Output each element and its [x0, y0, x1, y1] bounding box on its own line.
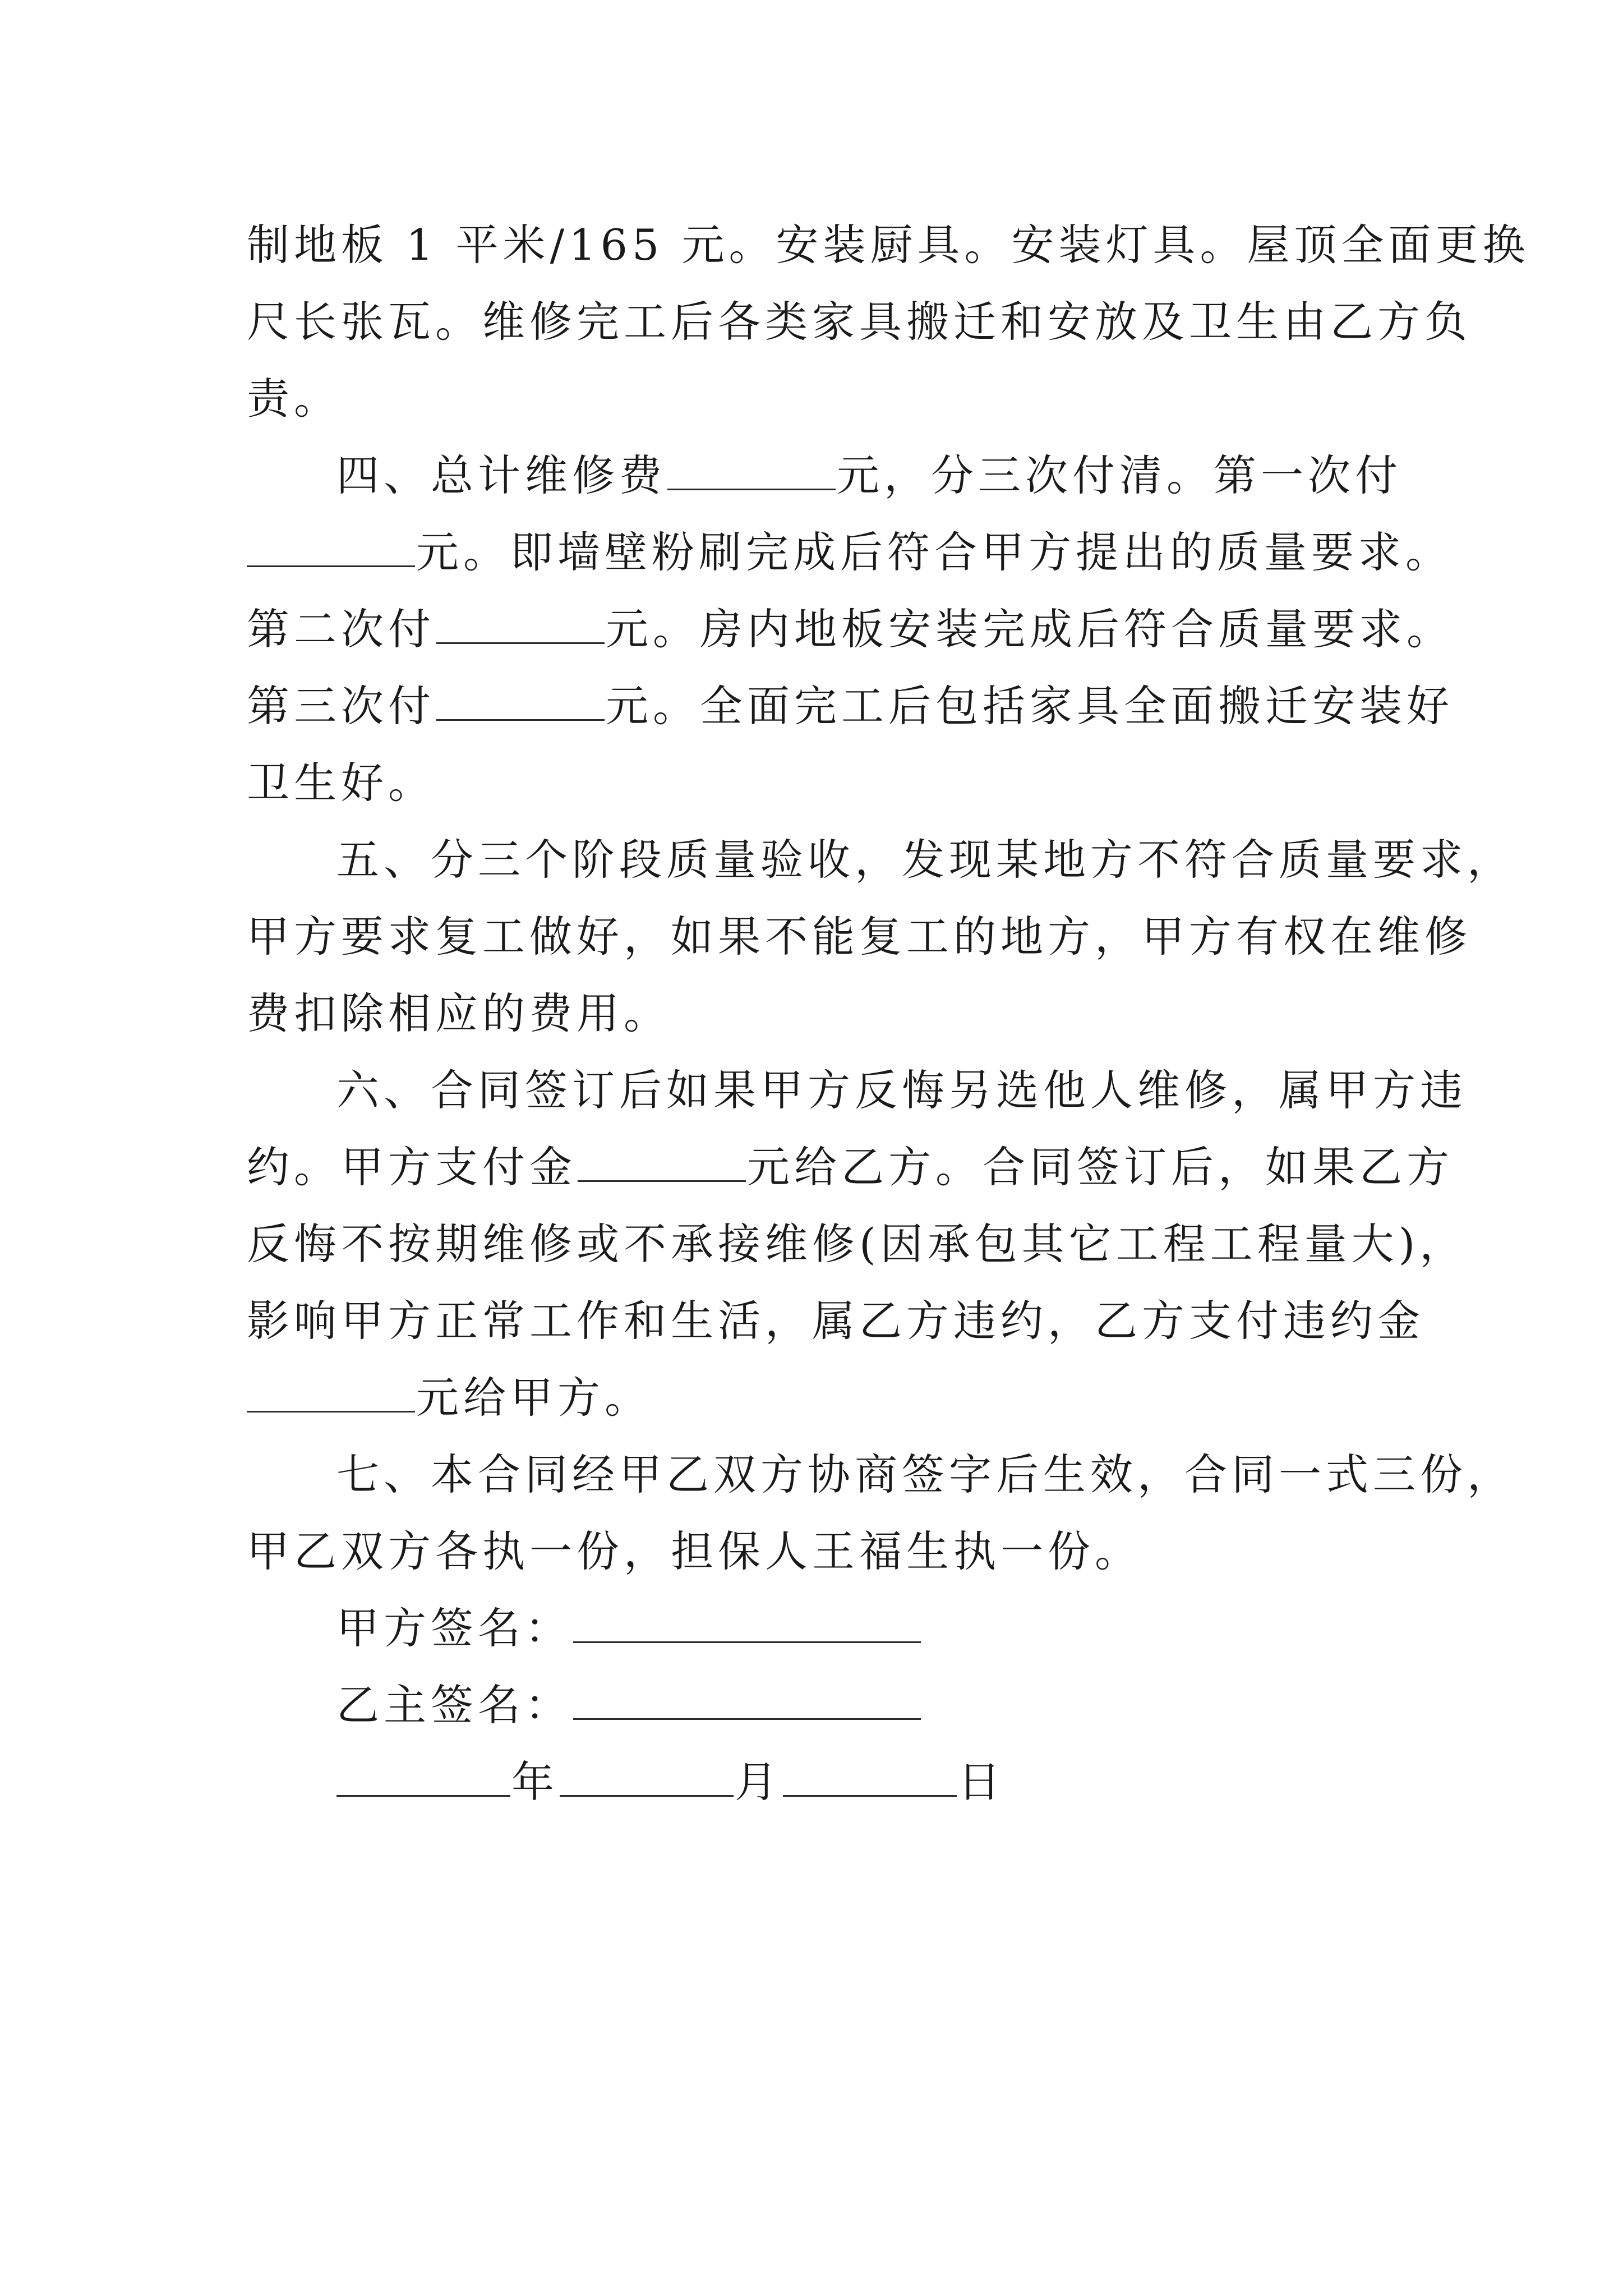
text-line — [247, 1359, 1391, 1436]
contract-text — [247, 206, 1530, 1820]
clause-6-text: 元给甲方。 — [416, 1373, 652, 1423]
clause-4-text: 四、总计维修费 — [336, 450, 666, 500]
year-field[interactable] — [336, 1750, 510, 1797]
text-line — [247, 1205, 1467, 1282]
clause-6-text: 六、合同签订后如果甲方反悔另选他人维修，属甲方违 — [336, 1065, 1467, 1115]
day-field[interactable] — [783, 1750, 957, 1797]
day-label: 日 — [958, 1757, 1005, 1807]
clause-6-text: 约。甲方支付金 — [247, 1142, 577, 1192]
clause-4-text: 元。全面完工后包括家具全面搬迁安装好 — [606, 681, 1454, 731]
text-line — [247, 1129, 1454, 1205]
date-line — [247, 1743, 1391, 1820]
clause-5-text: 甲方要求复工做好，如果不能复工的地方，甲方有权在维修 — [247, 912, 1472, 961]
text-line — [247, 360, 1391, 437]
text-line — [247, 975, 1391, 1052]
first-payment-blank[interactable] — [247, 521, 415, 567]
clause-6-text: 影响甲方正常工作和生活，属乙方违约，乙方支付违约金 — [247, 1296, 1424, 1346]
clause-3-text: 制地板 1 平米/165 元。安装厨具。安装灯具。屋顶全面更换 — [247, 220, 1530, 270]
party-b-signature-field[interactable] — [573, 1673, 921, 1720]
text-line — [247, 1282, 1424, 1359]
text-line — [247, 898, 1472, 975]
text-line — [247, 283, 1472, 360]
clause-4-text: 卫生好。 — [247, 758, 435, 808]
clause-6-text: 反悔不按期维修或不承接维修(因承包其它工程工程量大)， — [247, 1219, 1467, 1269]
month-field[interactable] — [560, 1750, 734, 1797]
text-line — [247, 1513, 1391, 1590]
clause-4-text: 元，分三次付清。第一次付 — [837, 450, 1402, 500]
clause-4-text: 第三次付 — [247, 681, 435, 731]
text-line — [247, 591, 1454, 668]
party-a-signature-field[interactable] — [573, 1596, 921, 1643]
clause-3-text: 责。 — [247, 374, 341, 424]
clause-4-text: 元。房内地板安装完成后符合质量要求。 — [606, 604, 1454, 654]
second-payment-blank[interactable] — [436, 597, 605, 644]
party-b-signature-label: 乙主签名： — [336, 1680, 572, 1730]
party-a-signature-line — [247, 1590, 1391, 1667]
month-label: 月 — [735, 1757, 782, 1807]
party-a-penalty-blank[interactable] — [578, 1135, 746, 1182]
text-line — [247, 437, 1402, 514]
year-label: 年 — [511, 1757, 559, 1807]
clause-6-text: 元给乙方。合同签订后，如果乙方 — [747, 1142, 1454, 1192]
clause-5-text: 费扣除相应的费用。 — [247, 988, 671, 1038]
text-line — [247, 1052, 1467, 1129]
text-line — [247, 821, 1514, 898]
clause-5-text: 五、分三个阶段质量验收，发现某地方不符合质量要求， — [336, 835, 1514, 885]
text-line — [247, 206, 1530, 283]
clause-4-text: 元。即墙壁粉刷完成后符合甲方提出的质量要求。 — [416, 527, 1453, 577]
text-line — [247, 668, 1454, 744]
party-b-signature-line — [247, 1667, 1391, 1743]
clause-3-text: 尺长张瓦。维修完工后各类家具搬迁和安放及卫生由乙方负 — [247, 297, 1472, 347]
text-line — [247, 514, 1453, 591]
clause-7-text: 七、本合同经甲乙双方协商签字后生效，合同一式三份， — [336, 1450, 1514, 1499]
party-a-signature-label: 甲方签名： — [336, 1603, 572, 1653]
text-line — [247, 1436, 1514, 1513]
text-line — [247, 744, 1391, 821]
party-b-penalty-blank[interactable] — [247, 1366, 415, 1412]
clause-4-text: 第二次付 — [247, 604, 435, 654]
total-fee-blank[interactable] — [667, 444, 836, 490]
third-payment-blank[interactable] — [436, 674, 605, 721]
clause-7-text: 甲乙双方各执一份，担保人王福生执一份。 — [247, 1526, 1142, 1576]
